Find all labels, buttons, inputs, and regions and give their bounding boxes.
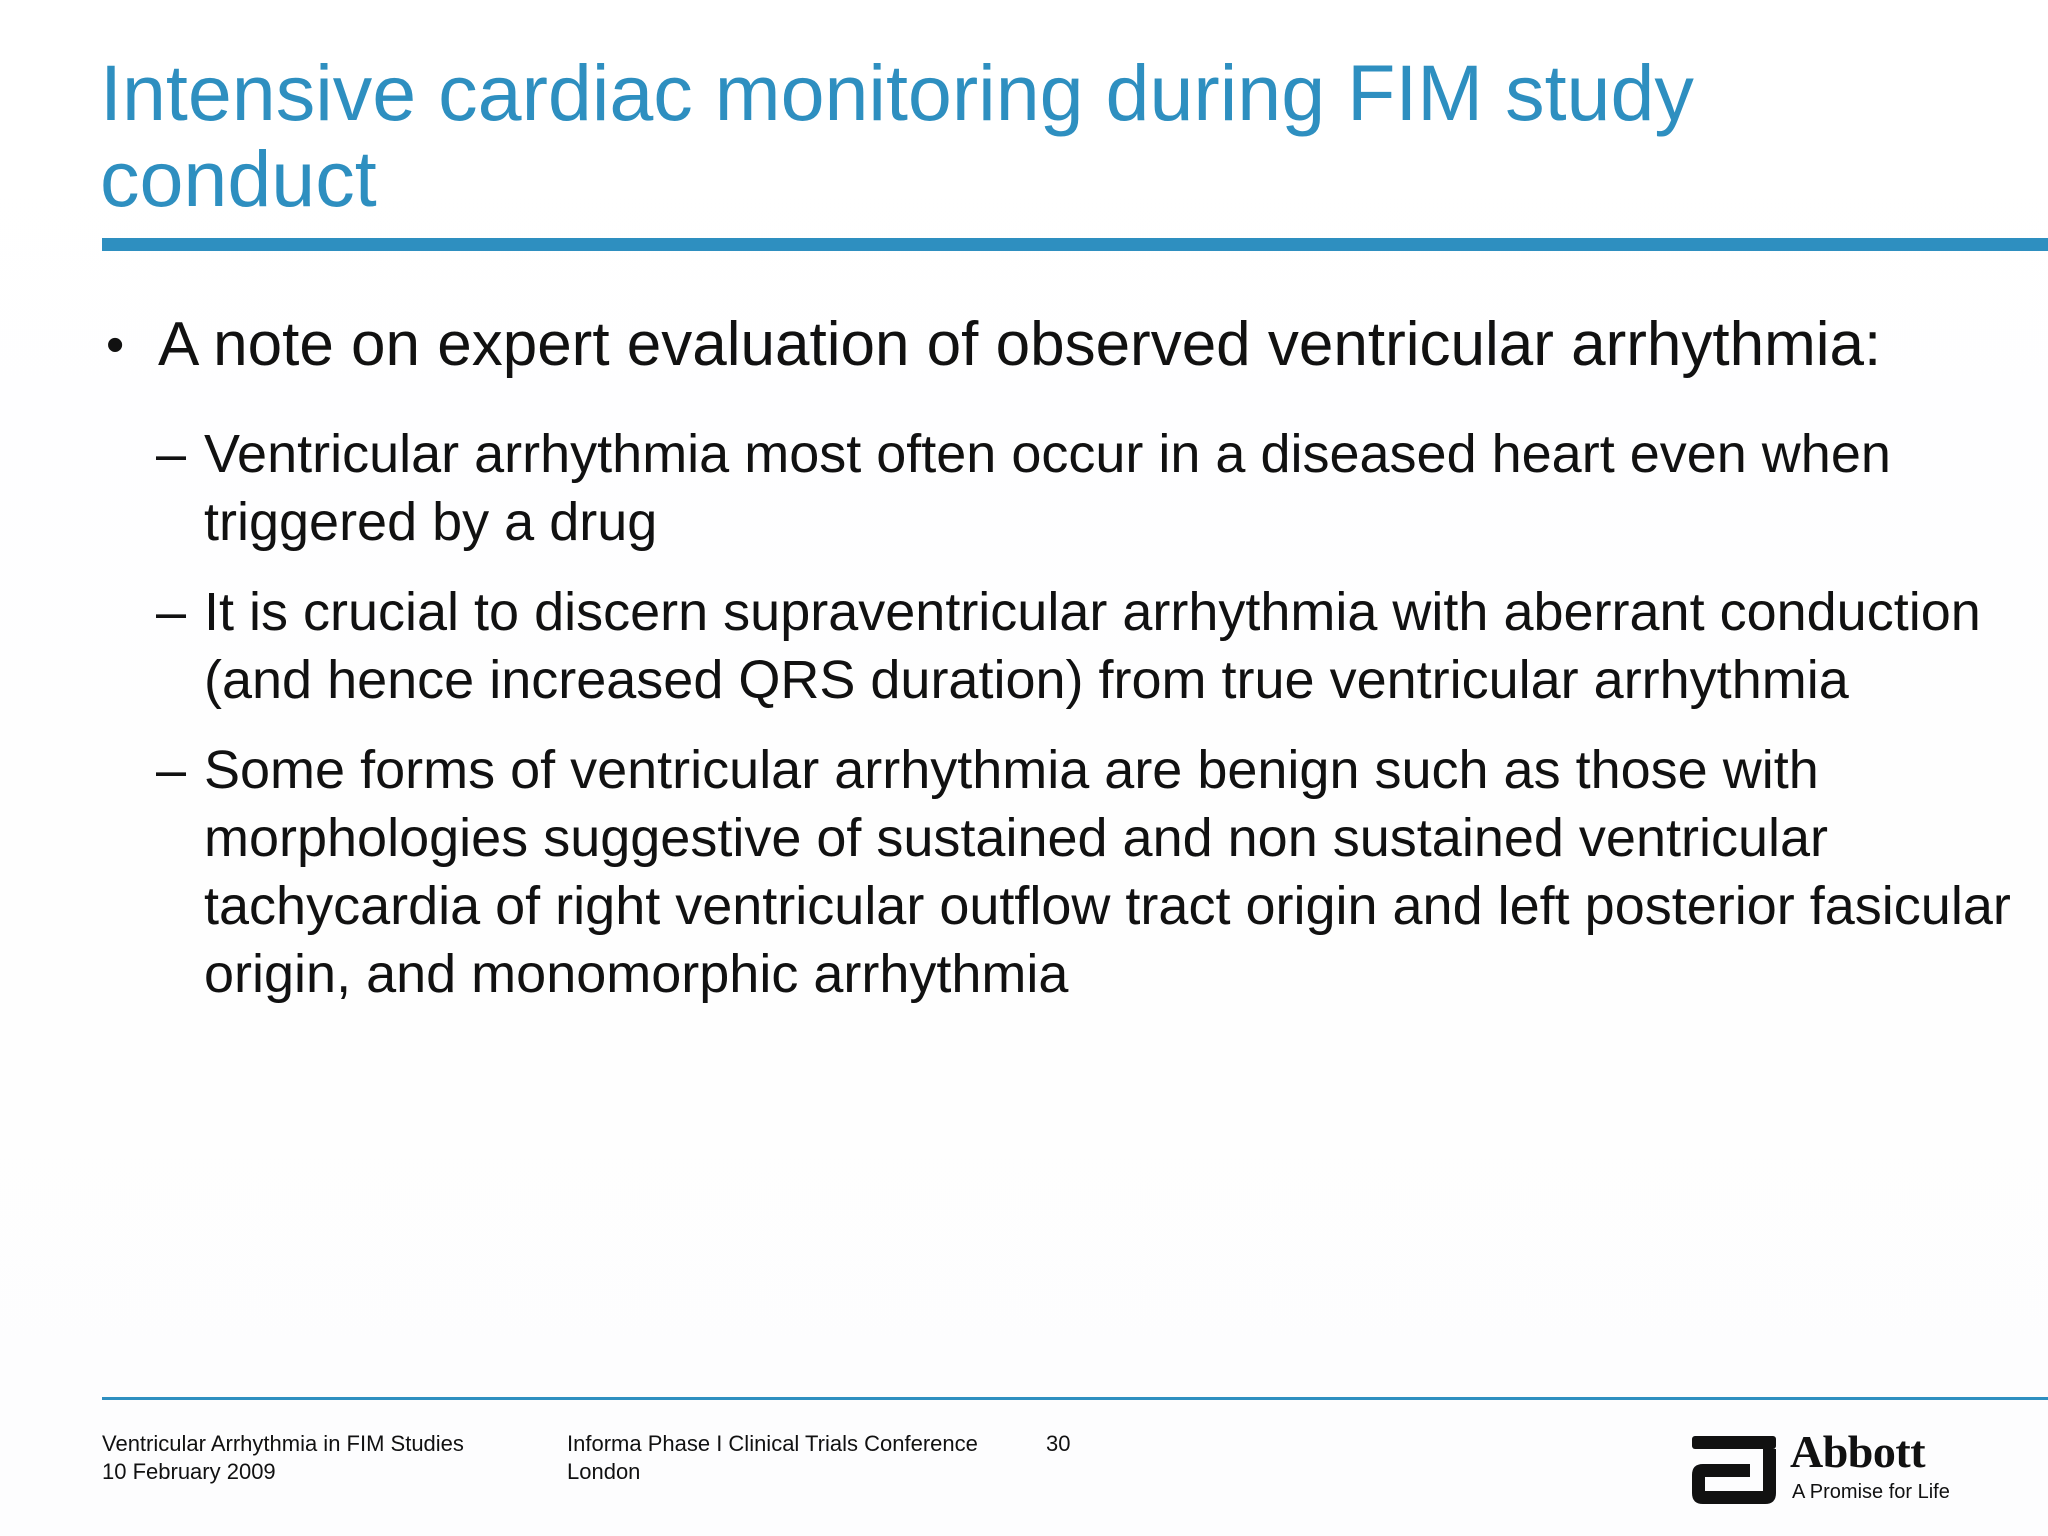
sub-bullet-text: Ventricular arrhythmia most often occur in a diseased heart even when triggered by a drug xyxy=(204,424,1891,552)
page-number: 30 xyxy=(1046,1431,1071,1456)
footer-presentation-title: Ventricular Arrhythmia in FIM Studies xyxy=(102,1431,464,1456)
main-bullet-text: A note on expert evaluation of observed ventricular arrhythmia: xyxy=(158,310,1882,379)
bullet-marker: • xyxy=(106,316,125,374)
logo-wordmark: Abbott xyxy=(1790,1426,1926,1477)
sub-bullet-1 xyxy=(100,420,2024,556)
sub-bullet-text: It is crucial to discern supraventricular arrhythmia with aberrant conduction (and hence increased QRS duration) from true ventricular arrhythmia xyxy=(204,582,1981,710)
sub-bullet-2 xyxy=(100,578,2024,714)
footer-conference-name: Informa Phase I Clinical Trials Conference xyxy=(567,1431,978,1456)
footer-divider xyxy=(102,1397,2048,1400)
footer-conference-info xyxy=(567,1430,978,1486)
abbott-logo xyxy=(1692,1426,1952,1506)
title-divider xyxy=(102,238,2048,251)
sub-bullet-text: Some forms of ventricular arrhythmia are benign such as those with morphologies suggestive of sustained and non sustained ventricular tachycardia of right ventricular outflow tract origin and left posterior fasicular origin, and monomorphic arrhythmia xyxy=(204,740,2011,1004)
slide-content xyxy=(100,310,2011,1030)
dash-marker: – xyxy=(156,582,187,642)
abbott-logo-icon xyxy=(1692,1436,1776,1504)
sub-bullet-3 xyxy=(100,736,2024,1008)
dash-marker: – xyxy=(156,740,187,800)
footer-presentation-info xyxy=(102,1430,464,1486)
sub-bullet-list xyxy=(100,420,2011,1008)
footer-location: London xyxy=(567,1459,641,1484)
main-bullet xyxy=(100,310,1980,380)
footer-date: 10 February 2009 xyxy=(102,1459,276,1484)
dash-marker: – xyxy=(156,424,187,484)
slide-title: Intensive cardiac monitoring during FIM study conduct xyxy=(100,48,1694,223)
logo-tagline: A Promise for Life xyxy=(1792,1481,1950,1503)
